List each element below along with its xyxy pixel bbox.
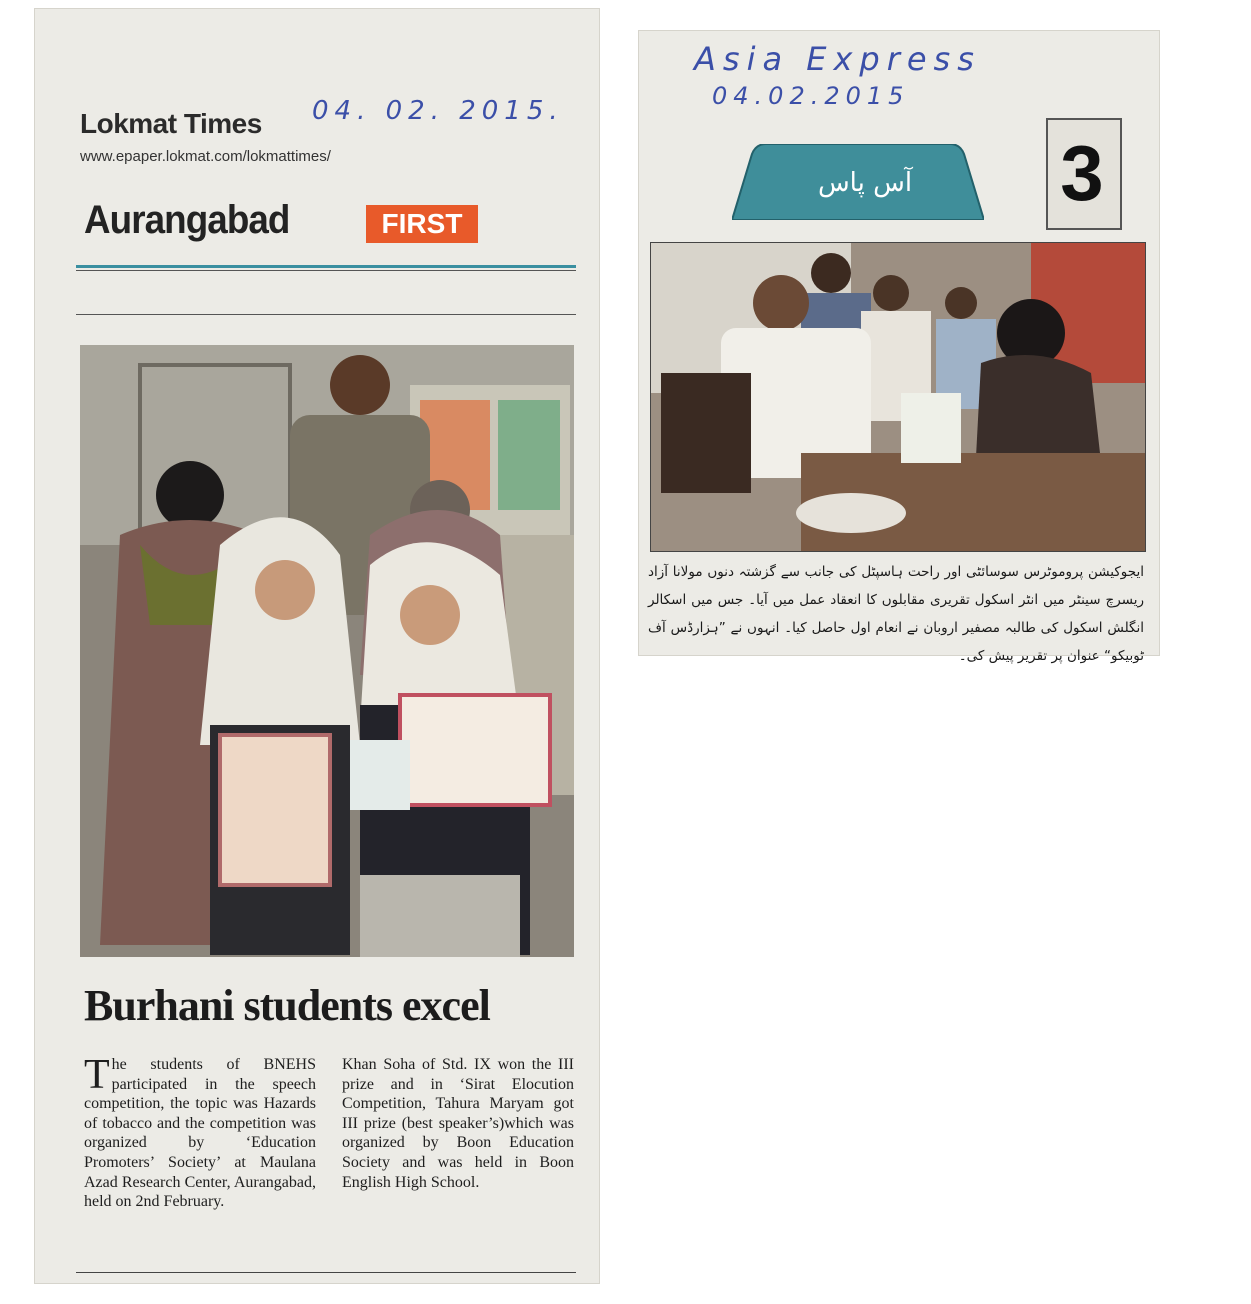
section-tab-label: آس پاس — [817, 168, 913, 198]
page-number: 3 — [1060, 129, 1104, 217]
article-column-2: Khan Soha of Std. IX won the III prize and in ‘Sirat Elocution Competition, Tahura Maryam got III prize (best speaker’s)which was organized by Boon Education Society and was held in Boon English High School. — [342, 1056, 574, 1191]
dropcap: T — [84, 1052, 110, 1098]
article-column-1 — [84, 1052, 316, 1212]
photo-top-rule — [76, 314, 576, 315]
award-photo — [80, 345, 574, 957]
article-headline: Burhani students excel — [84, 981, 490, 1030]
section-rule-thin — [76, 270, 576, 271]
award-photo-illustration — [80, 345, 574, 957]
ceremony-photo-illustration — [651, 243, 1145, 551]
section-rule — [76, 265, 576, 268]
asia-handwritten-title: Asia Express — [694, 40, 981, 78]
section-badge: FIRST — [366, 205, 478, 243]
article-bottom-rule — [76, 1272, 576, 1273]
ceremony-photo — [650, 242, 1146, 552]
lokmat-masthead: Lokmat Times — [80, 108, 262, 139]
lokmat-handwritten-date: 04. 02. 2015. — [312, 96, 564, 126]
article-column-1-text: he students of BNEHS participated in the speech competition, the topic was Hazards of tobacco and the competition was organized by ‘Education Promoters’ Society’ at Maulana Azad Research Center, Aurangabad, held on 2nd February. — [84, 1056, 316, 1211]
lokmat-url: www.epaper.lokmat.com/lokmattimes/ — [80, 148, 331, 165]
asia-handwritten-date: 04.02.2015 — [712, 82, 910, 110]
urdu-caption: ایجوکیشن پروموٹرس سوسائٹی اور راحت ہاسپٹل کی جانب سے گزشتہ دنوں مولانا آزاد ریسرچ سینٹر میں انٹر اسکول تقریری مقابلوں کا انعقاد عمل میں آیا۔ جس میں اسکالر انگلش اسکول کی طالبہ مصفیر اروبان نے انعام اول حاصل کیا۔ انہوں نے ”ہزارڈس آف ٹوبیکو“ عنوان پر تقریر پیش کی۔ — [648, 564, 1144, 664]
section-title: Aurangabad — [84, 198, 290, 242]
